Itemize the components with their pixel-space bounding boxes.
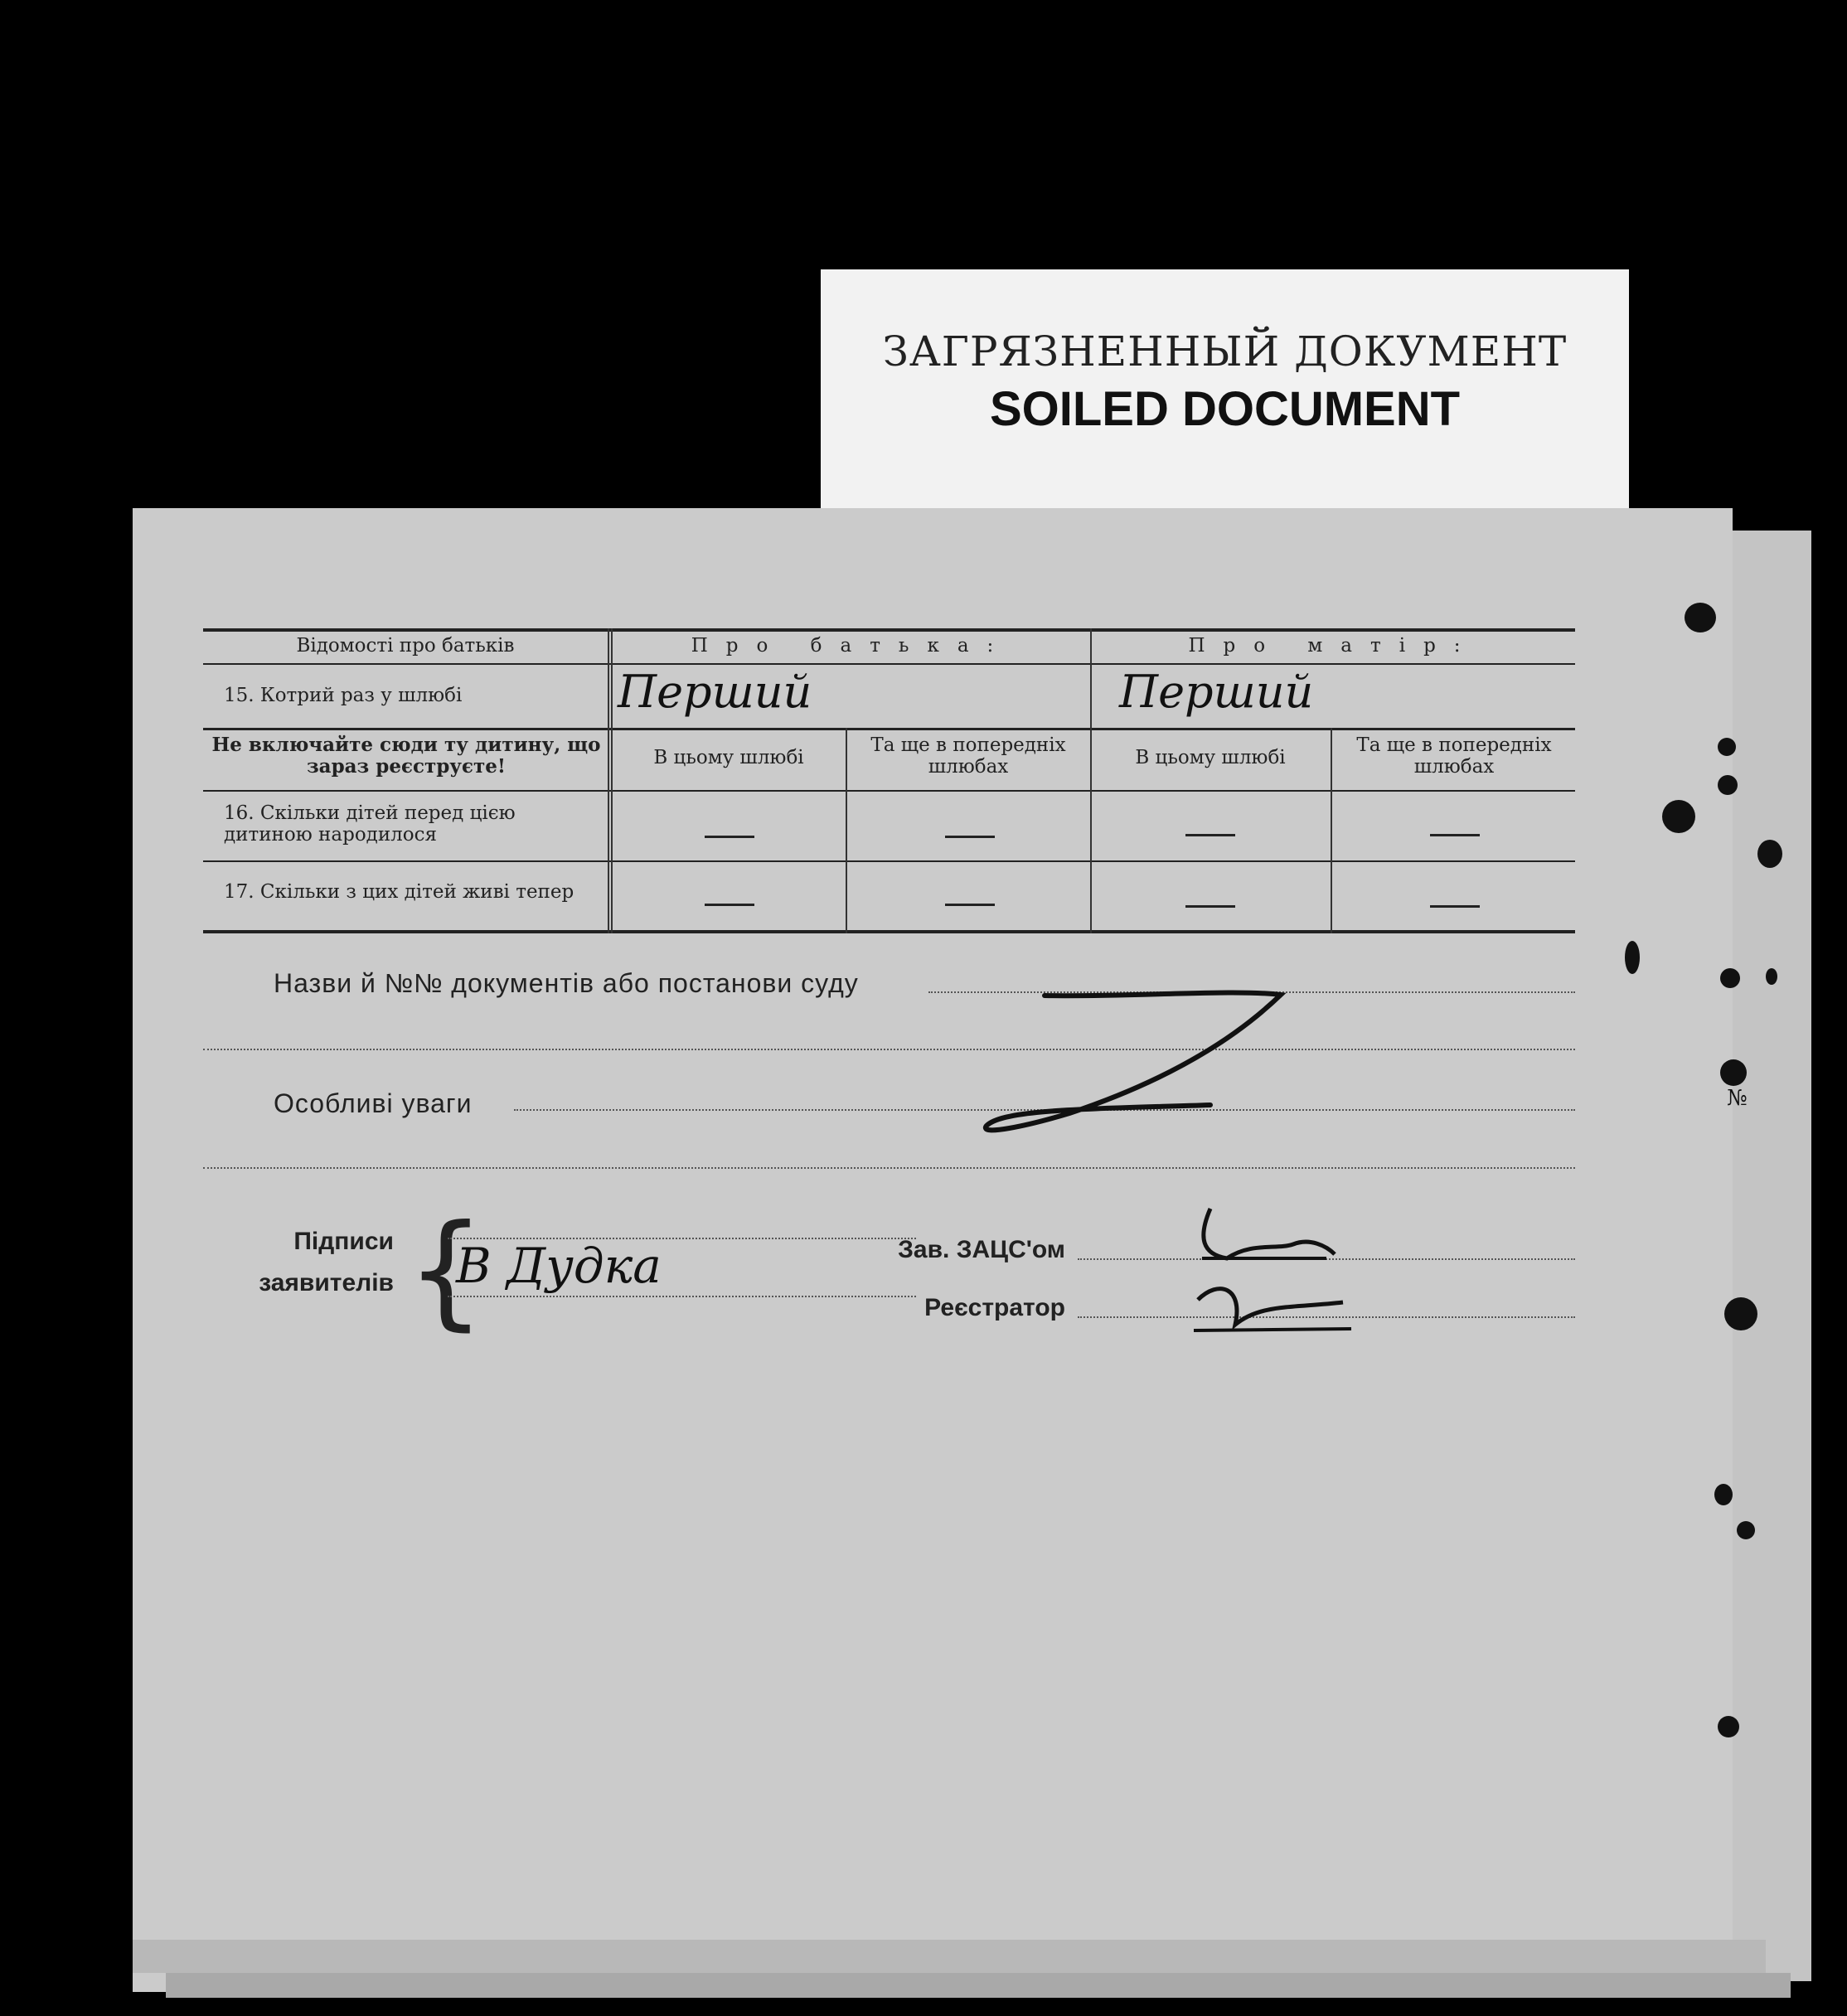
- remarks-field-label: Особливі уваги: [274, 1088, 473, 1118]
- binding-hole: [1724, 1297, 1757, 1330]
- documents-field-label: Назви й №№ документів або постанови суду: [274, 968, 859, 998]
- number-sign-mark: №: [1727, 1086, 1748, 1111]
- binding-hole: [1757, 840, 1782, 868]
- binding-hole: [1766, 968, 1777, 985]
- applicants-label-line1: Підписи: [293, 1228, 394, 1255]
- header-parents-info: Відомості про батьків: [296, 635, 515, 657]
- binding-hole: [1737, 1521, 1755, 1539]
- header-about-father: Про батька:: [691, 635, 1012, 657]
- sub-header-this-marriage-mother: В цьому шлюбі: [1135, 747, 1286, 768]
- binding-hole: [1714, 1484, 1733, 1505]
- row15-label: 15. Котрий раз у шлюбі: [224, 685, 463, 706]
- applicants-brace: {: [406, 1199, 486, 1343]
- binding-hole: [1625, 941, 1640, 974]
- binding-hole: [1662, 800, 1695, 833]
- sheet-under-layer: [133, 1940, 1766, 1973]
- binding-hole: [1720, 1059, 1747, 1086]
- row17-label: 17. Скільки з цих дітей живі тепер: [224, 881, 574, 903]
- registrar-label: Реєстратор: [924, 1294, 1065, 1321]
- binding-hole: [1718, 1716, 1739, 1737]
- header-about-mother: Про матір:: [1188, 635, 1479, 657]
- exclude-child-note: Не включайте сюди ту дитину, що зараз реєструєте!: [211, 734, 601, 778]
- document-sheet: [133, 508, 1733, 1992]
- soiled-label-english: SOILED DOCUMENT: [989, 382, 1461, 436]
- sub-header-prev-marriages-mother: Та ще в попередніх шлюбах: [1356, 734, 1552, 778]
- sub-header-this-marriage-father: В цьому шлюбі: [653, 747, 804, 768]
- applicant-signature: В Дудка: [456, 1238, 662, 1294]
- row16-label: 16. Скільки дітей перед цією дитиною народилося: [224, 802, 516, 846]
- soiled-label-russian: ЗАГРЯЗНЕННЫЙ ДОКУМЕНТ: [882, 327, 1568, 376]
- sheet-right-edge: [1733, 531, 1811, 1981]
- soiled-document-card: [821, 269, 1629, 518]
- applicants-label-line2: заявителів: [259, 1269, 394, 1296]
- sheet-under-layer-2: [166, 1973, 1791, 1998]
- row15-father-handwritten: Перший: [618, 666, 812, 718]
- sub-header-prev-marriages-father: Та ще в попередніх шлюбах: [870, 734, 1066, 778]
- row15-mother-handwritten: Перший: [1119, 666, 1314, 718]
- binding-hole: [1685, 603, 1716, 632]
- binding-hole: [1720, 968, 1740, 988]
- binding-hole: [1718, 738, 1736, 756]
- binding-hole: [1718, 775, 1738, 795]
- official-signatures: [133, 508, 1733, 1992]
- head-zags-label: Зав. ЗАЦС'ом: [898, 1236, 1065, 1263]
